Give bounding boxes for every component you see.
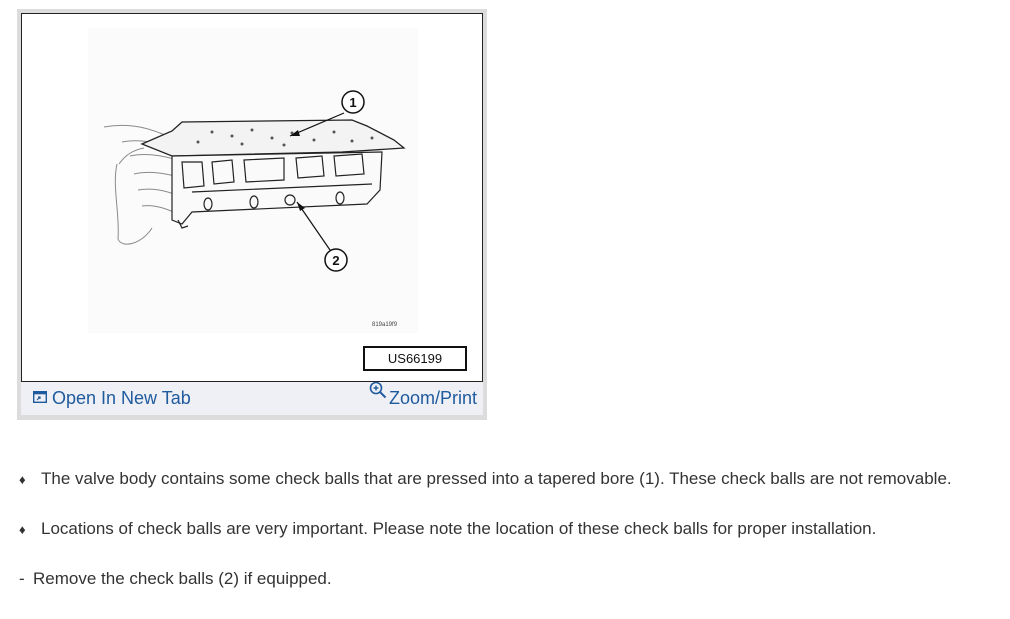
image-code: 819a19f9 [372, 322, 398, 328]
instruction-text-2: Locations of check balls are very important. Please note the location of these check balls for proper installation. [41, 519, 877, 538]
valve-body-drawing [22, 14, 482, 381]
zoom-print-label: Zoom/Print [388, 388, 477, 408]
svg-text:2: 2 [332, 253, 340, 268]
instruction-item-2 [19, 519, 876, 539]
valve-body-illustration [21, 13, 483, 382]
bullet-diamond: ♦ [19, 522, 26, 537]
instruction-text-1: The valve body contains some check balls that are pressed into a tapered bore (1). These check balls are not removable. [41, 469, 952, 488]
instruction-text-3: Remove the check balls (2) if equipped. [33, 569, 332, 588]
zoom-print-link[interactable] [369, 382, 477, 415]
figure-id-box: US66199 [363, 346, 467, 371]
magnifier-plus-icon [369, 377, 387, 410]
instruction-item-3 [19, 569, 332, 589]
bullet-diamond: ♦ [19, 472, 26, 487]
figure-frame [17, 9, 487, 420]
open-in-new-tab-label: Open In New Tab [52, 388, 191, 408]
separator-plate [142, 120, 404, 156]
open-in-new-tab-icon [33, 381, 47, 414]
open-in-new-tab-link[interactable] [33, 382, 191, 415]
svg-text:1: 1 [349, 95, 357, 110]
instruction-item-1 [19, 469, 952, 489]
figure-toolbar [21, 382, 483, 415]
bullet-dash: - [19, 569, 25, 588]
